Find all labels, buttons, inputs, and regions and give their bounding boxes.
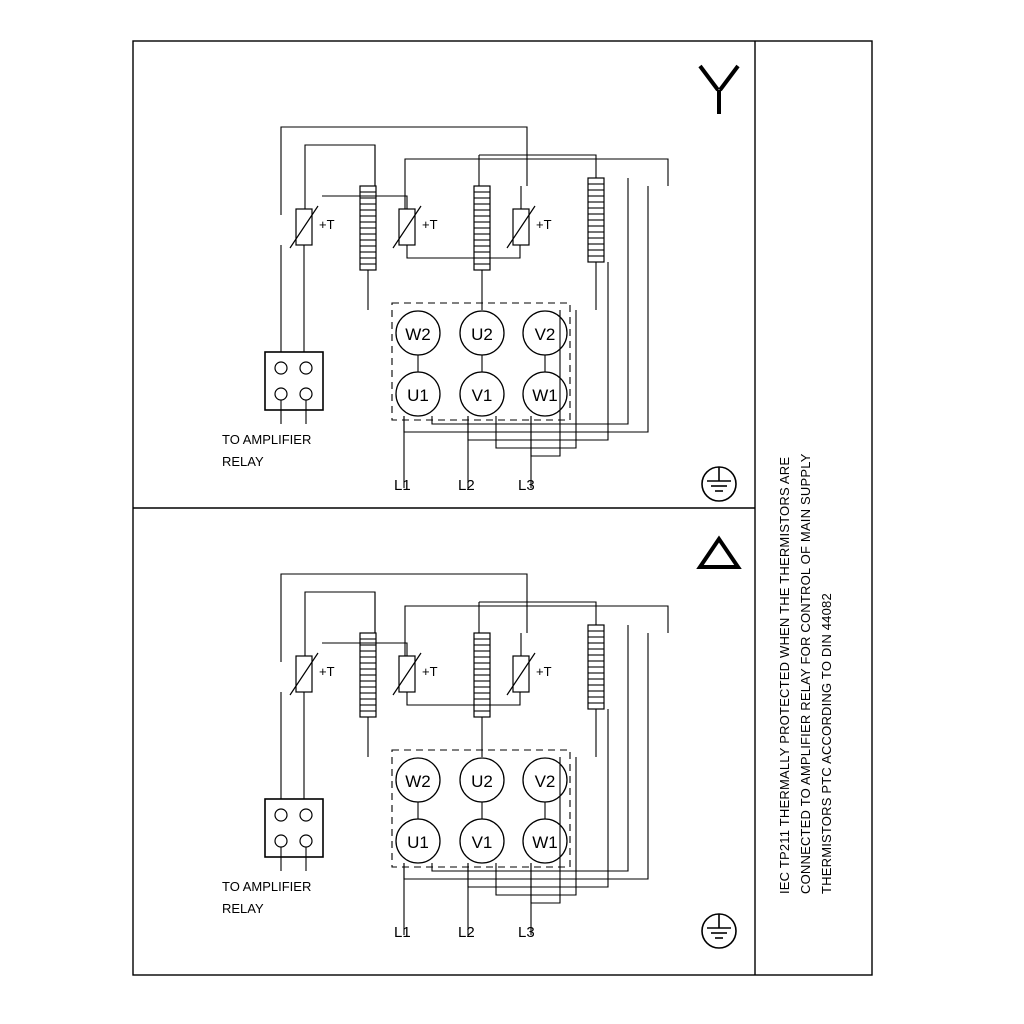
thermistor-label: +T [319, 664, 335, 679]
terminal-pin [275, 809, 287, 821]
terminals-top-row [396, 311, 567, 355]
earth-ground-icon [702, 914, 736, 948]
terminal-pin [300, 809, 312, 821]
terminal-w2: W2 [405, 325, 431, 344]
thermistor-3 [507, 206, 552, 248]
star-wye-icon [700, 66, 738, 114]
terminal-pin [275, 362, 287, 374]
terminal-pin [300, 835, 312, 847]
terminal-pin [300, 362, 312, 374]
side-note-line1: IEC TP211 THERMALLY PROTECTED WHEN THE THERMISTORS ARE [777, 456, 792, 894]
amplifier-label-line2: RELAY [222, 901, 264, 916]
winding-coil-3 [588, 178, 604, 310]
terminal-u2: U2 [471, 325, 493, 344]
thermistor-2 [393, 653, 438, 695]
terminal-pin [275, 835, 287, 847]
thermistor-label: +T [536, 664, 552, 679]
thermistor-2 [393, 206, 438, 248]
terminal-w2: W2 [405, 772, 431, 791]
terminals-bottom-row [396, 819, 567, 863]
thermistor-label: +T [536, 217, 552, 232]
thermistor-1 [290, 653, 335, 705]
terminals-top-row [396, 758, 567, 802]
terminal-v1: V1 [471, 386, 493, 405]
panel-delta [222, 539, 738, 948]
thermistor-3 [507, 653, 552, 695]
side-note [777, 453, 834, 894]
phase-label-l1: L1 [394, 924, 411, 941]
terminal-u1: U1 [407, 386, 429, 405]
terminal-pin [300, 388, 312, 400]
delta-triangle-icon [700, 539, 738, 567]
earth-ground-icon [702, 467, 736, 501]
amplifier-label-line1: TO AMPLIFIER [222, 879, 312, 894]
phase-label-l3: L3 [518, 477, 535, 494]
terminal-w1: W1 [532, 833, 558, 852]
thermistor-label: +T [422, 664, 438, 679]
winding-coil-1 [360, 633, 376, 757]
amplifier-terminal-block [265, 352, 323, 424]
winding-coil-1 [360, 186, 376, 310]
terminal-u1: U1 [407, 833, 429, 852]
side-note-line3: THERMISTORS PTC ACCORDING TO DIN 44082 [819, 593, 834, 894]
side-note-line2: CONNECTED TO AMPLIFIER RELAY FOR CONTROL OF MAIN SUPPLY [798, 453, 813, 894]
panel-star [222, 66, 738, 501]
amplifier-label-line1: TO AMPLIFIER [222, 432, 312, 447]
thermistor-label: +T [319, 217, 335, 232]
terminal-v1: V1 [471, 833, 493, 852]
amplifier-terminal-block [265, 799, 323, 871]
terminal-w1: W1 [532, 386, 558, 405]
phase-label-l1: L1 [394, 477, 411, 494]
winding-coil-3 [588, 625, 604, 757]
phase-label-l2: L2 [458, 477, 475, 494]
terminal-v2: V2 [534, 772, 556, 791]
amplifier-label-line2: RELAY [222, 454, 264, 469]
winding-coil-2 [474, 186, 490, 310]
terminal-v2: V2 [534, 325, 556, 344]
phase-label-l3: L3 [518, 924, 535, 941]
terminals-bottom-row [396, 372, 567, 416]
phase-label-l2: L2 [458, 924, 475, 941]
thermistor-1 [290, 206, 335, 258]
terminal-pin [275, 388, 287, 400]
thermistor-label: +T [422, 217, 438, 232]
winding-coil-2 [474, 633, 490, 757]
terminal-u2: U2 [471, 772, 493, 791]
